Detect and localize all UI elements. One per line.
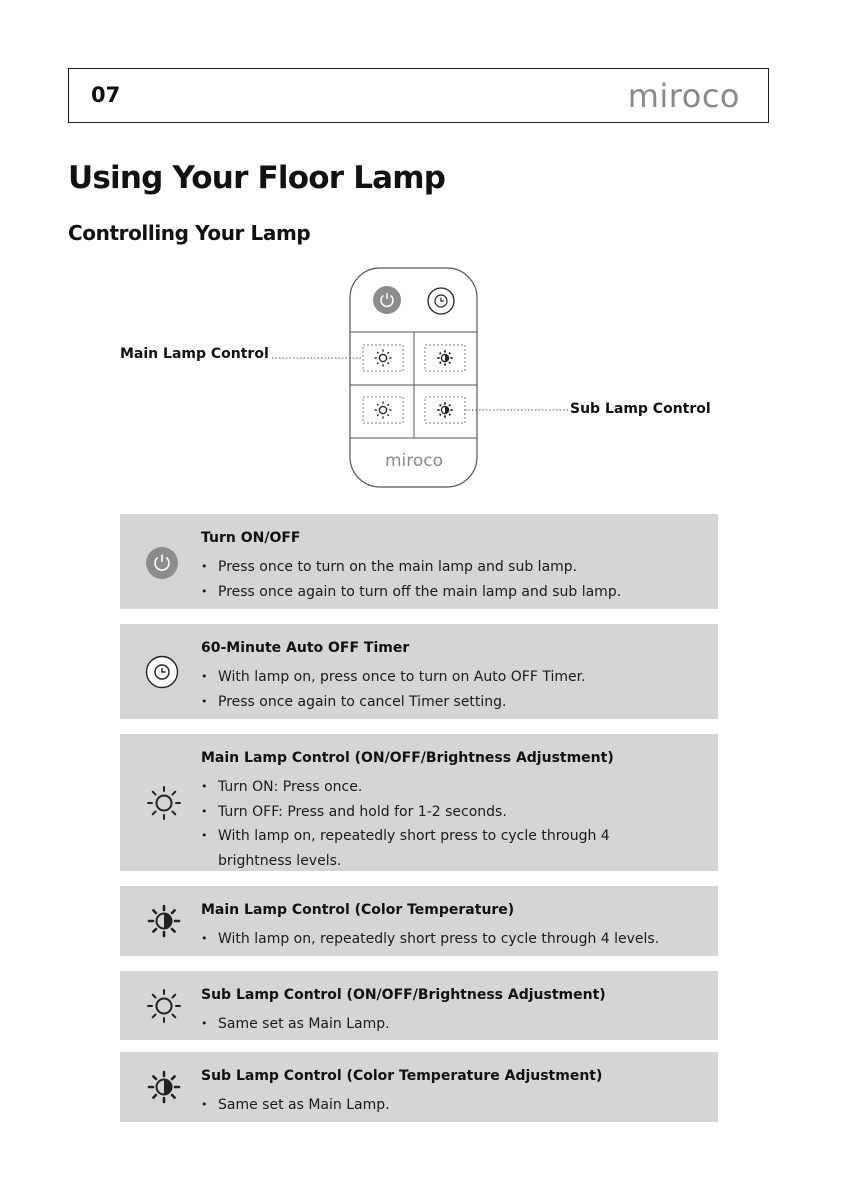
section-title: Controlling Your Lamp [68, 221, 311, 245]
card-title: Main Lamp Control (Color Temperature) [201, 902, 515, 918]
sub-lamp-callout: Sub Lamp Control [570, 401, 711, 417]
instruction-card-main-color-temperature [120, 886, 718, 956]
page-title: Using Your Floor Lamp [68, 160, 446, 196]
instruction-card-sub-color-temperature [120, 1052, 718, 1122]
list-item: • Same set as Main Lamp. [201, 1093, 706, 1118]
list-item: • Turn OFF: Press and hold for 1-2 seconds. [201, 800, 706, 825]
list-item: • Press once again to cancel Timer setting. [201, 690, 706, 715]
card-title: Turn ON/OFF [201, 530, 301, 546]
instruction-card-main-brightness [120, 734, 718, 871]
list-item: • With lamp on, press once to turn on Auto OFF Timer. [201, 665, 706, 690]
card-bullets [201, 775, 706, 873]
remote-power-button [373, 286, 401, 314]
instruction-card-sub-brightness [120, 971, 718, 1040]
card-bullets [201, 1012, 706, 1037]
brightness-icon [145, 987, 183, 1025]
power-icon [145, 546, 179, 580]
card-title: 60-Minute Auto OFF Timer [201, 640, 410, 656]
instruction-card-power [120, 514, 718, 609]
remote-brand-logo: miroco [384, 451, 444, 471]
remote-illustration [0, 0, 841, 500]
card-bullets [201, 927, 716, 952]
list-item: • Turn ON: Press once. [201, 775, 706, 800]
card-title: Main Lamp Control (ON/OFF/Brightness Adjustment) [201, 750, 614, 766]
main-lamp-callout: Main Lamp Control [120, 346, 269, 362]
brand-logo: miroco [627, 77, 740, 115]
remote-timer-button [428, 288, 454, 314]
list-item: • With lamp on, repeatedly short press to cycle through 4 levels. [201, 927, 716, 952]
card-bullets [201, 1093, 706, 1118]
page-number: 07 [91, 83, 121, 107]
brightness-icon [145, 784, 183, 822]
color-temperature-icon [145, 1068, 183, 1106]
card-bullets [201, 665, 706, 714]
timer-icon [145, 655, 179, 689]
instruction-card-timer [120, 624, 718, 719]
list-item: • With lamp on, repeatedly short press to cycle through 4 brightness levels. [201, 824, 658, 873]
list-item: • Press once to turn on the main lamp and sub lamp. [201, 555, 706, 580]
card-bullets [201, 555, 706, 604]
list-item: • Same set as Main Lamp. [201, 1012, 706, 1037]
card-title: Sub Lamp Control (Color Temperature Adjustment) [201, 1068, 603, 1084]
list-item: • Press once again to turn off the main lamp and sub lamp. [201, 580, 706, 605]
card-title: Sub Lamp Control (ON/OFF/Brightness Adjustment) [201, 987, 606, 1003]
color-temperature-icon [145, 902, 183, 940]
